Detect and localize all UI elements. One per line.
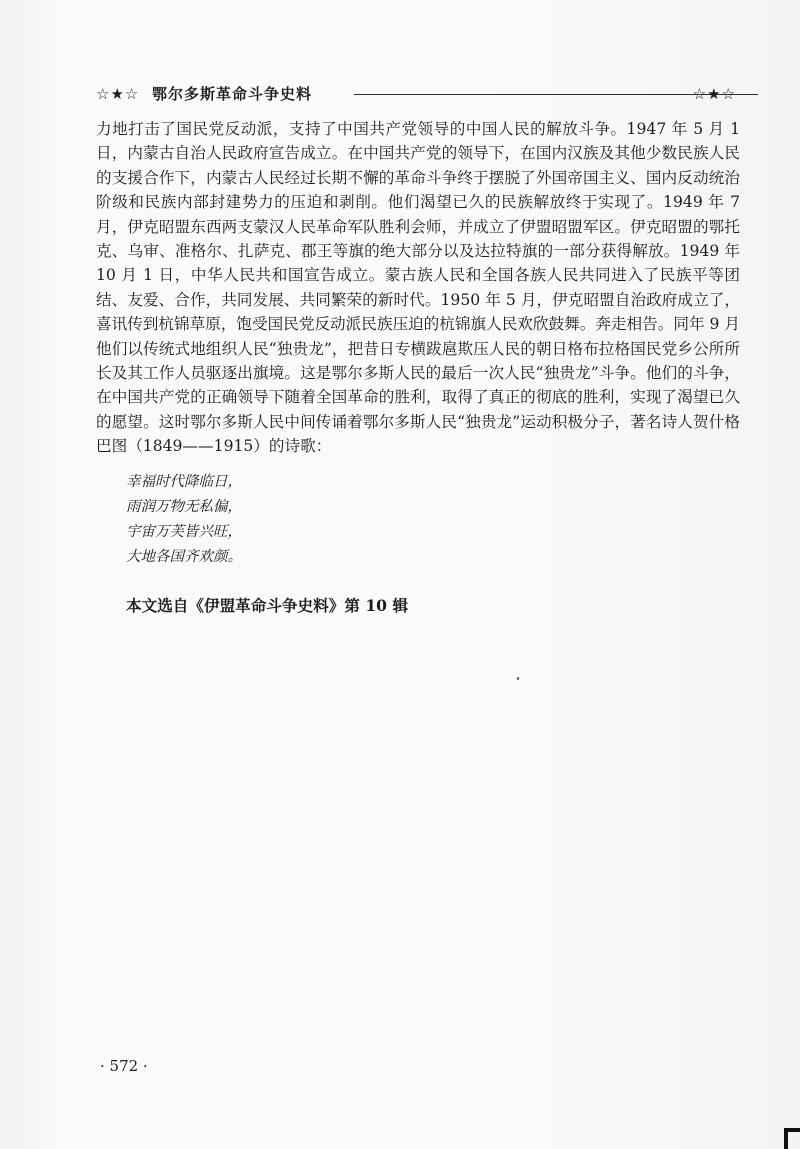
poem-line: 雨润万物无私偏，: [126, 499, 242, 515]
header-title: 鄂尔多斯革命斗争史料: [152, 85, 313, 103]
paper-speck: [517, 677, 519, 680]
corner-mark: [776, 1128, 800, 1149]
header-stars-right: ☆★☆: [692, 85, 736, 103]
poem: [126, 470, 426, 570]
body-text: [96, 117, 740, 459]
header-stars-left: ☆★☆: [96, 85, 140, 103]
poem-line: 大地各国齐欢颜。: [126, 549, 242, 565]
body-paragraph: 力地打击了国民党反动派，支持了中国共产党领导的中国人民的解放斗争。1947 年 5 月 1 日，内蒙古自治人民政府宣告成立。在中国共产党的领导下，在国内汉族及其他少数民族人民的支援合作下，内蒙古人民经过长期不懈的革命斗争终于摆脱了外国帝国主义、国内反动统治阶级和民族内部封建势力的压迫和剥削。他们渴望已久的民族解放终于实现了。1949 年 7 月，伊克昭盟东西两支蒙汉人民革命军队胜利会师，并成立了伊盟昭盟军区。伊克昭盟的鄂托克、乌审、准格尔、扎萨克、郡王等旗的绝大部分以及达拉特旗的一部分获得解放。1949 年 10 月 1 日，中华人民共和国宣告成立。蒙古族人民和全国各族人民共同进入了民族平等团结、友爱、合作，共同发展、共同繁荣的新时代。1950 年 5 月，伊克昭盟自治政府成立了，喜讯传到杭锦草原，饱受国民党反动派民族压迫的杭锦旗人民欢欣鼓舞。奔走相告。同年 9 月他们以传统式地组织人民“独贵龙”，把昔日专横跋扈欺压人民的朝日格布拉格国民党乡公所所长及其工作人员驱逐出旗境。这是鄂尔多斯人民的最后一次人民“独贵龙”斗争。他们的斗争，在中国共产党的正确领导下随着全国革命的胜利，取得了真正的彻底的胜利，实现了渴望已久的愿望。这时鄂尔多斯人民中间传诵着鄂尔多斯人民“独贵龙”运动积极分子，著名诗人贺什格巴图（1849——1915）的诗歌：: [96, 120, 740, 456]
poem-line: 幸福时代降临日，: [126, 474, 242, 490]
page-number: · 572 ·: [100, 1057, 148, 1075]
running-header: [96, 84, 736, 104]
poem-line: 宇宙万芙皆兴旺，: [126, 524, 242, 540]
source-note: 本文选自《伊盟革命斗争史料》第 10 辑: [126, 596, 409, 615]
